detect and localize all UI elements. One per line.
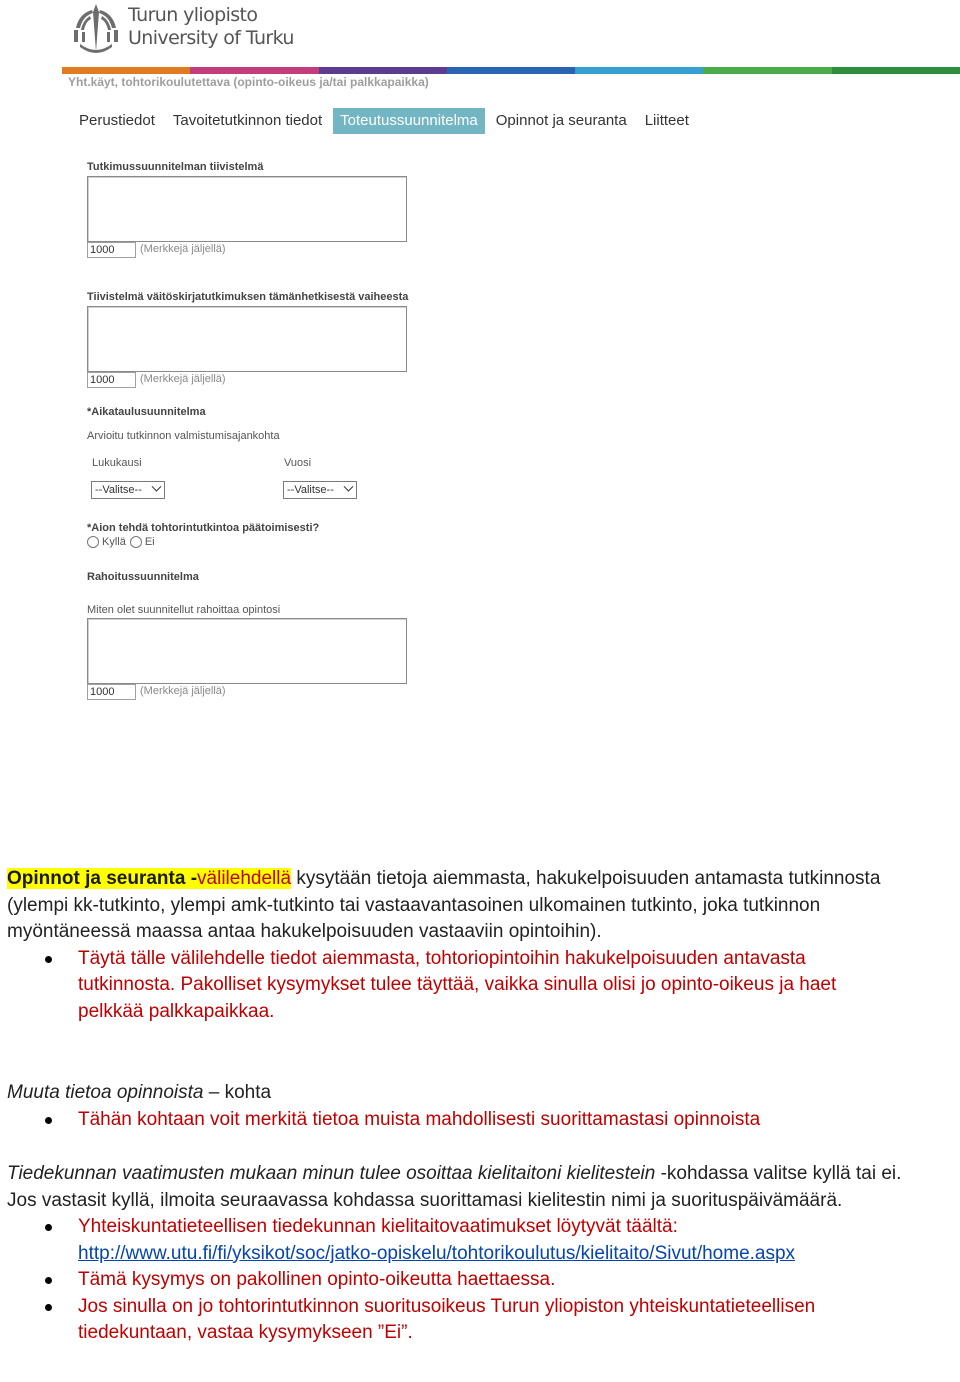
fulltime-yes-option[interactable] (87, 536, 126, 548)
bullet-text: Yhteiskuntatieteellisen tiedekunnan kielitaitovaatimukset löytyvät täältä: (78, 1216, 678, 1237)
funding-counter-hint: (Merkkejä jäljellä) (140, 685, 226, 697)
bullet-text: Tähän kohtaan voit merkitä tietoa muista mahdollisesti suorittamastasi opinnoista (78, 1108, 761, 1130)
university-name-fi: Turun yliopisto (128, 4, 258, 26)
term-select-value: --Valitse-- (95, 484, 142, 496)
bullet-icon (45, 1224, 52, 1231)
bullet-text: Jos sinulla on jo tohtorintutkinnon suoritusoikeus Turun yliopiston yhteiskuntatieteellisen tiedekuntaan, vastaa kysymykseen ”Ei”. (78, 1295, 816, 1343)
intro-text: kysytään tietoja aiemmasta, hakukelpoisuuden antamasta tutkinnosta (ylempi kk-tutkinto, ylempi amk-tutkinto tai vastaavantasoinen ulkomainen tutkinto, joka tutkinnon myöntäneessä maassa antaa hakukelpoisuuden vastaaviin opintoihin). (7, 868, 881, 942)
form-tabs (72, 108, 700, 134)
fulltime-label: *Aion tehdä tohtorintutkintoa päätoimisesti? (87, 522, 320, 534)
stripe-segment (703, 67, 831, 74)
fulltime-radio-group (87, 536, 159, 548)
chevron-down-icon (152, 482, 162, 492)
funding-char-counter: 1000 (87, 684, 136, 700)
language-requirements-link[interactable]: http://www.utu.fi/fi/yksikot/soc/jatko-opiskelu/tohtorikoulutus/kielitaito/Sivut/home.aspx (78, 1242, 796, 1264)
radio-yes[interactable] (87, 536, 99, 548)
university-name (128, 4, 294, 50)
stripe-segment (832, 67, 960, 74)
language-bullets (7, 1214, 907, 1347)
form-header-title: Yht.käyt, tohtorikoulutettava (opinto-oikeus ja/tai palkkapaikka) (68, 75, 429, 89)
year-label: Vuosi (284, 457, 312, 469)
stripe-segment (62, 67, 190, 74)
list-item (7, 1267, 907, 1294)
bullet-text: Tämä kysymys on pakollinen opinto-oikeutta haettaessa. (78, 1269, 556, 1290)
funding-label: Rahoitussuunnitelma (87, 571, 199, 583)
intro-bullets (7, 946, 907, 1026)
stripe-segment (190, 67, 318, 74)
stripe-segment (447, 67, 575, 74)
other-studies-section (7, 1080, 907, 1133)
other-studies-suffix: – kohta (203, 1082, 272, 1103)
fulltime-no-option[interactable] (130, 536, 155, 548)
language-paragraph (7, 1161, 907, 1214)
list-item (7, 946, 907, 1026)
highlight-tab-word: välilehdellä (197, 868, 292, 889)
university-logo (70, 2, 294, 62)
funding-textarea[interactable] (87, 618, 407, 684)
bullet-text: Täytä tälle välilehdelle tiedot aiemmasta, tohtoriopintoihin hakukelpoisuuden antavasta tutkinnosta. Pakolliset kysymykset tulee täyttää, vaikka sinulla olisi jo opinto-oikeus ja haet pelkkää palkkapaikkaa. (78, 947, 837, 1022)
language-instructions: -kohdassa valitse kyllä tai ei. Jos vastasit kyllä, ilmoita seuraavassa kohdassa suorittamasi kielitestin nimi ja suorituspäivämäärä. (7, 1163, 902, 1211)
highlight (7, 868, 291, 889)
summary-char-counter: 1000 (87, 242, 136, 258)
year-select-value: --Valitse-- (287, 484, 334, 496)
funding-sublabel: Miten olet suunnitellut rahoittaa opintosi (87, 604, 281, 616)
fulltime-yes-label: Kyllä (102, 536, 126, 548)
tab-perustiedot[interactable]: Perustiedot (79, 112, 155, 129)
university-name-en: University of Turku (128, 27, 294, 49)
summary-label: Tutkimussuunnitelman tiivistelmä (87, 161, 264, 173)
radio-no[interactable] (130, 536, 142, 548)
tab-liitteet[interactable]: Liitteet (644, 112, 689, 129)
stripe-segment (319, 67, 447, 74)
other-studies-bullets (7, 1107, 907, 1134)
year-select[interactable] (283, 481, 357, 499)
status-label: Tiivistelmä väitöskirjatutkimuksen tämänhetkisestä vaiheesta (87, 291, 409, 303)
language-section (7, 1161, 907, 1347)
brand-color-stripe (62, 67, 960, 74)
university-emblem-icon (70, 2, 122, 60)
highlight-tab-name: Opinnot ja seuranta - (7, 868, 198, 889)
form-header-bar (62, 74, 960, 92)
term-select[interactable] (91, 481, 165, 499)
bullet-icon (45, 1304, 52, 1311)
tab-tavoitetutkinnon-tiedot[interactable]: Tavoitetutkinnon tiedot (172, 112, 323, 129)
chevron-down-icon (344, 482, 354, 492)
status-counter-hint: (Merkkejä jäljellä) (140, 373, 226, 385)
intro-paragraph (7, 866, 907, 946)
status-char-counter: 1000 (87, 372, 136, 388)
bullet-icon (45, 1277, 52, 1284)
list-item (7, 1214, 907, 1267)
other-studies-heading (7, 1080, 907, 1107)
list-item (7, 1107, 907, 1134)
bullet-icon (45, 1117, 52, 1124)
other-studies-title: Muuta tietoa opinnoista (7, 1082, 204, 1103)
fulltime-no-label: Ei (144, 536, 155, 548)
bullet-icon (45, 956, 52, 963)
list-item (7, 1294, 907, 1347)
summary-counter-hint: (Merkkejä jäljellä) (140, 243, 226, 255)
summary-textarea[interactable] (87, 176, 407, 242)
schedule-sublabel: Arvioitu tutkinnon valmistumisajankohta (87, 430, 280, 442)
term-label: Lukukausi (92, 457, 142, 469)
schedule-label: *Aikataulusuunnitelma (87, 406, 206, 418)
status-textarea[interactable] (87, 306, 407, 372)
tab-opinnot-ja-seuranta[interactable]: Opinnot ja seuranta (495, 112, 627, 129)
stripe-segment (575, 67, 703, 74)
tab-toteutussuunnitelma[interactable]: Toteutussuunnitelma (333, 108, 485, 134)
intro-section (7, 866, 907, 1025)
language-question-title: Tiedekunnan vaatimusten mukaan minun tulee osoittaa kielitaitoni kielitestein (7, 1163, 656, 1184)
